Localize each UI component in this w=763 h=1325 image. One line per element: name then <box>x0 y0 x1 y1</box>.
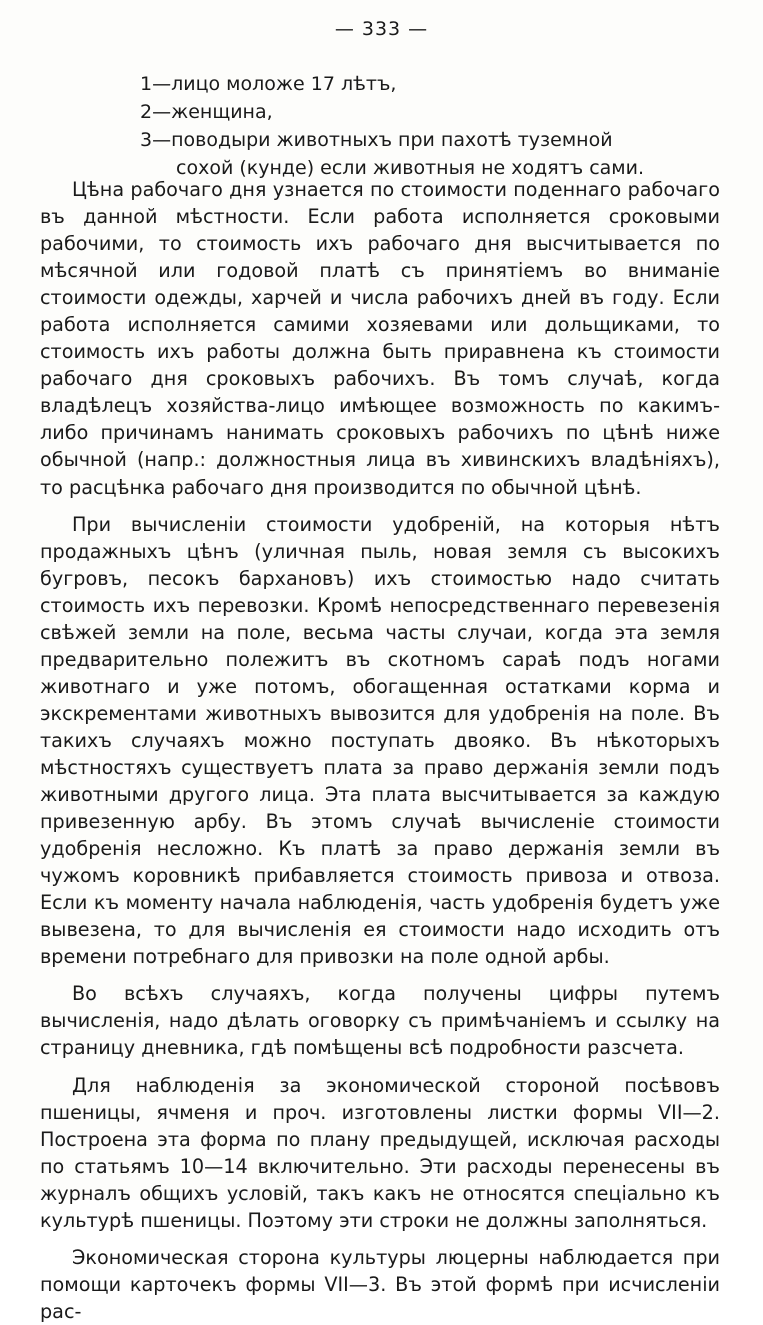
paragraph: Цѣна рабочаго дня узнается по стоимости поденнаго рабочаго въ данной мѣстности. Если работа исполняется сроковыми рабочими, то стоимость ихъ рабочаго дня высчитывается по мѣсячной или годовой платѣ съ принятіемъ во вниманіе стоимости одежды, харчей и числа рабочихъ дней въ году. Если работа исполняется самими хозяевами или дольщиками, то стоимость ихъ работы должна быть приравнена къ стоимости рабочаго дня сроковыхъ рабочихъ. Въ томъ случаѣ, когда владѣлецъ хозяйства-лицо имѣющее возможность по какимъ-либо причинамъ нанимать сроковыхъ рабочихъ по цѣнѣ ниже обычной (напр.: должностныя лица въ хивинскихъ владѣніяхъ), то расцѣнка рабочаго дня производится по обычной цѣнѣ. <box>40 178 720 499</box>
list-item: 1—лицо моложе 17 лѣтъ, <box>140 73 397 95</box>
list-item-continuation: сохой (кунде) если животныя не ходятъ сами. <box>176 157 645 179</box>
paragraph: Для наблюденія за экономической стороной посѣвовъ пшеницы, ячменя и проч. изготовлены листки формы VII—2. Построена эта форма по плану предыдущей, исключая расходы по статьямъ 10—14 включительно. Эти расходы перенесены въ журналъ общихъ условій, такъ какъ не относятся спеціально къ культурѣ пшеницы. Поэтому эти строки не должны заполняться. <box>40 1073 720 1232</box>
condition-list <box>140 70 720 182</box>
body-text <box>40 176 720 1325</box>
paragraph: Экономическая сторона культуры люцерны наблюдается при помощи карточекъ формы VII—3. Въ этой формѣ при исчисленіи рас- <box>40 1245 720 1323</box>
page-number: — 333 — <box>334 18 429 40</box>
list-item: 2—женщина, <box>140 101 273 123</box>
list-item: 3—поводыри животныхъ при пахотѣ туземной <box>140 129 613 151</box>
paragraph: При вычисленіи стоимости удобреній, на которыя нѣтъ продажныхъ цѣнъ (уличная пыль, новая земля съ высокихъ бугровъ, песокъ бархановъ) ихъ стоимостью надо считать стоимость ихъ перевозки. Кромѣ непосредственнаго перевезенія свѣжей земли на поле, весьма часты случаи, когда эта земля предварительно полежитъ въ скотномъ сараѣ подъ ногами животнаго и уже потомъ, обогащенная остатками корма и экскрементами животныхъ вывозится для удобренія на поле. Въ такихъ случаяхъ можно поступать двояко. Въ нѣкоторыхъ мѣстностяхъ существуетъ плата за право держанія земли подъ животными другого лица. Эта плата высчитывается за каждую привезенную арбу. Въ этомъ случаѣ вычисленіе стоимости удобренія несложно. Къ платѣ за право держанія земли въ чужомъ коровникѣ прибавляется стоимость привоза и отвоза. Если къ моменту начала наблюденія, часть удобренія будетъ уже вывезена, то для вычисленія ея стоимости надо исходить отъ времени потребнаго для привозки на поле одной арбы. <box>40 512 720 969</box>
paragraph: Во всѣхъ случаяхъ, когда получены цифры путемъ вычисленія, надо дѣлать оговорку съ примѣчаніемъ и ссылку на страницу дневника, гдѣ помѣщены всѣ подробности разсчета. <box>40 982 720 1060</box>
